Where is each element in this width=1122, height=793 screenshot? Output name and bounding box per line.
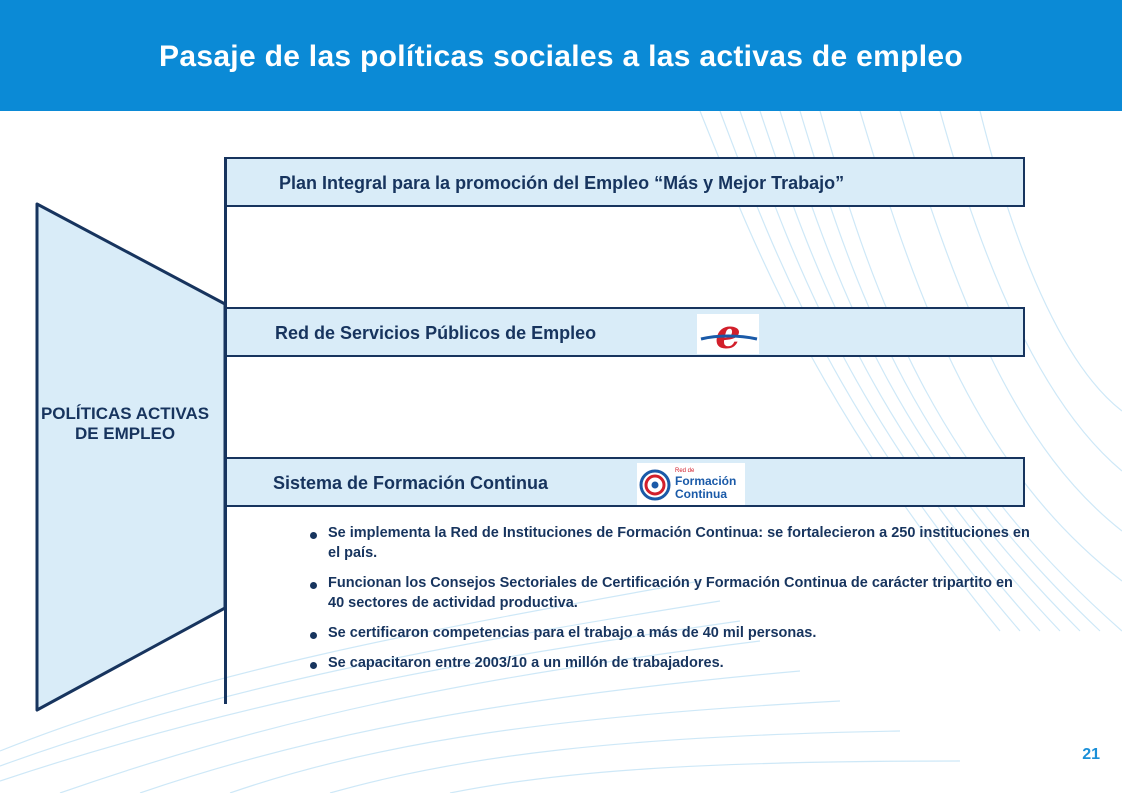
- page-title: Pasaje de las políticas sociales a las activas de empleo: [159, 40, 963, 73]
- list-item: [310, 653, 1030, 673]
- list-item: [310, 523, 1030, 563]
- formacion-logo-line2: Continua: [675, 487, 727, 501]
- list-item: [310, 623, 1030, 643]
- formacion-logo-line1: Formación: [675, 474, 737, 488]
- bar-formacion-continua-text: Sistema de Formación Continua: [273, 473, 549, 493]
- formacion-continua-logo: [637, 463, 745, 505]
- bullet-text: Se implementa la Red de Instituciones de Formación Continua: se fortalecieron a 250 instituciones en el país.: [328, 525, 1030, 561]
- bar-red-servicios: [225, 307, 1025, 357]
- bullet-list: [310, 523, 1030, 683]
- bullet-dot-icon: [310, 632, 317, 639]
- bar-red-servicios-text: Red de Servicios Públicos de Empleo: [275, 323, 597, 343]
- bullet-dot-icon: [310, 532, 317, 539]
- formacion-logo-small: Red de: [675, 468, 695, 474]
- bullet-text: Se capacitaron entre 2003/10 a un millón de trabajadores.: [328, 655, 724, 671]
- bar-formacion-continua: [225, 457, 1025, 507]
- page-number: 21: [1082, 746, 1100, 763]
- bar-plan-integral: [225, 157, 1025, 207]
- bullet-text: Se certificaron competencias para el trabajo a más de 40 mil personas.: [328, 625, 817, 641]
- bullet-dot-icon: [310, 662, 317, 669]
- bar-plan-integral-text: Plan Integral para la promoción del Empleo “Más y Mejor Trabajo”: [279, 173, 845, 193]
- bullet-text: Funcionan los Consejos Sectoriales de Certificación y Formación Continua de carácter tripartito en 40 sectores de actividad productiva.: [328, 575, 1013, 611]
- red-empleo-logo-letter: e: [715, 314, 741, 354]
- connector-line: [224, 157, 227, 704]
- red-empleo-logo: [697, 314, 759, 354]
- policies-trapezoid: [0, 0, 230, 793]
- policies-label: POLÍTICAS ACTIVAS DE EMPLEO: [40, 404, 210, 443]
- bullet-dot-icon: [310, 582, 317, 589]
- list-item: [310, 573, 1030, 613]
